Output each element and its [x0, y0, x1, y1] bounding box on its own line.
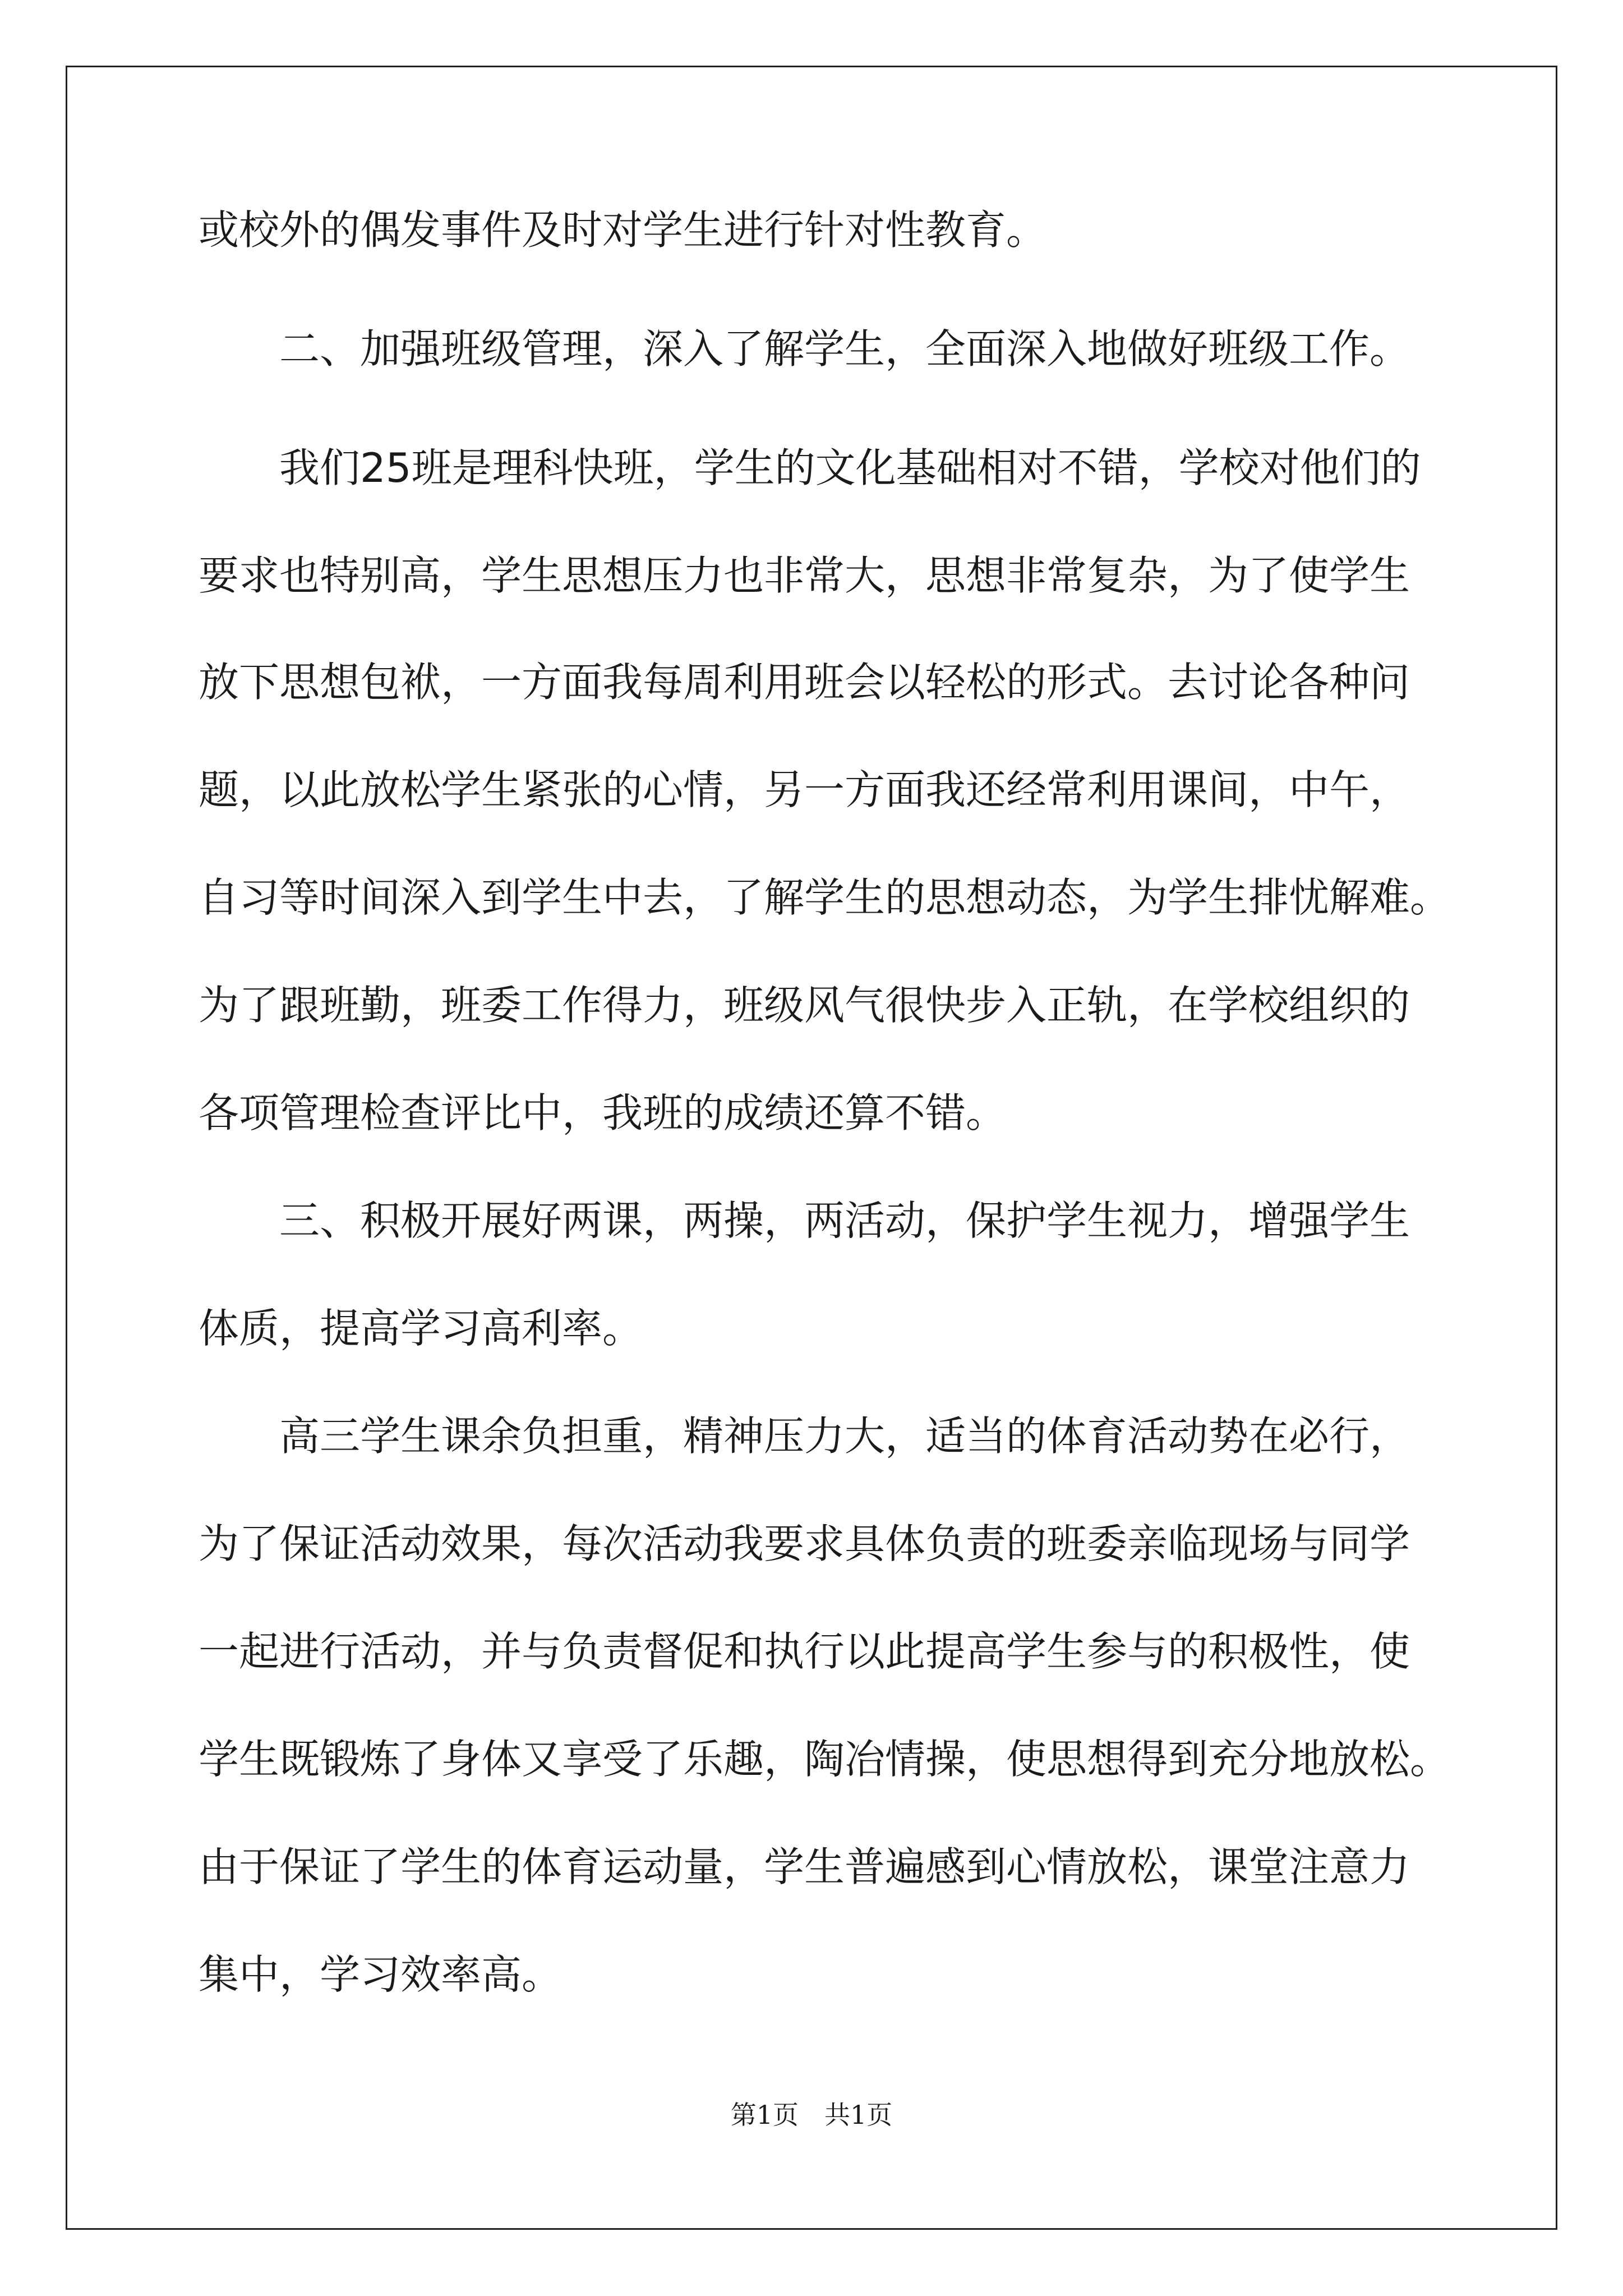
- text-line: 为了跟班勤，班委工作得力，班级风气很快步入正轨，在学校组织的: [199, 982, 1410, 1029]
- text-line: 为了保证活动效果，每次活动我要求具体负责的班委亲临现场与同学: [199, 1520, 1410, 1567]
- text-line: 自习等时间深入到学生中去，了解学生的思想动态，为学生排忧解难。: [199, 874, 1451, 921]
- text-line: 学生既锻炼了身体又享受了乐趣，陶冶情操，使思想得到充分地放松。: [199, 1736, 1451, 1783]
- text-line: 放下思想包袱，一方面我每周利用班会以轻松的形式。去讨论各种问: [199, 659, 1410, 706]
- text-line: 各项管理检查评比中，我班的成绩还算不错。: [199, 1089, 1007, 1137]
- text-line: 题，以此放松学生紧张的心情，另一方面我还经常利用课间，中午，: [199, 766, 1410, 813]
- text-line: 我们25班是理科快班，学生的文化基础相对不错，学校对他们的: [199, 444, 1421, 491]
- text-line: 高三学生课余负担重，精神压力大，适当的体育活动势在必行，: [199, 1412, 1410, 1460]
- page-number-footer: 第1页 共1页: [730, 2100, 893, 2130]
- text-line: 要求也特别高，学生思想压力也非常大，思想非常复杂，为了使学生: [199, 552, 1410, 599]
- text-line: 或校外的偶发事件及时对学生进行针对性教育。: [199, 206, 1047, 254]
- text-line: 体质，提高学习高利率。: [199, 1305, 643, 1352]
- text-line: 由于保证了学生的体育运动量，学生普遍感到心情放松，课堂注意力: [199, 1843, 1410, 1890]
- page-border: [66, 66, 1557, 2230]
- text-line: 三、积极开展好两课，两操，两活动，保护学生视力，增强学生: [199, 1197, 1410, 1244]
- text-line: 二、加强班级管理，深入了解学生，全面深入地做好班级工作。: [199, 325, 1410, 372]
- text-line: 集中，学习效率高。: [199, 1951, 562, 1998]
- text-line: 一起进行活动，并与负责督促和执行以此提高学生参与的积极性，使: [199, 1628, 1410, 1675]
